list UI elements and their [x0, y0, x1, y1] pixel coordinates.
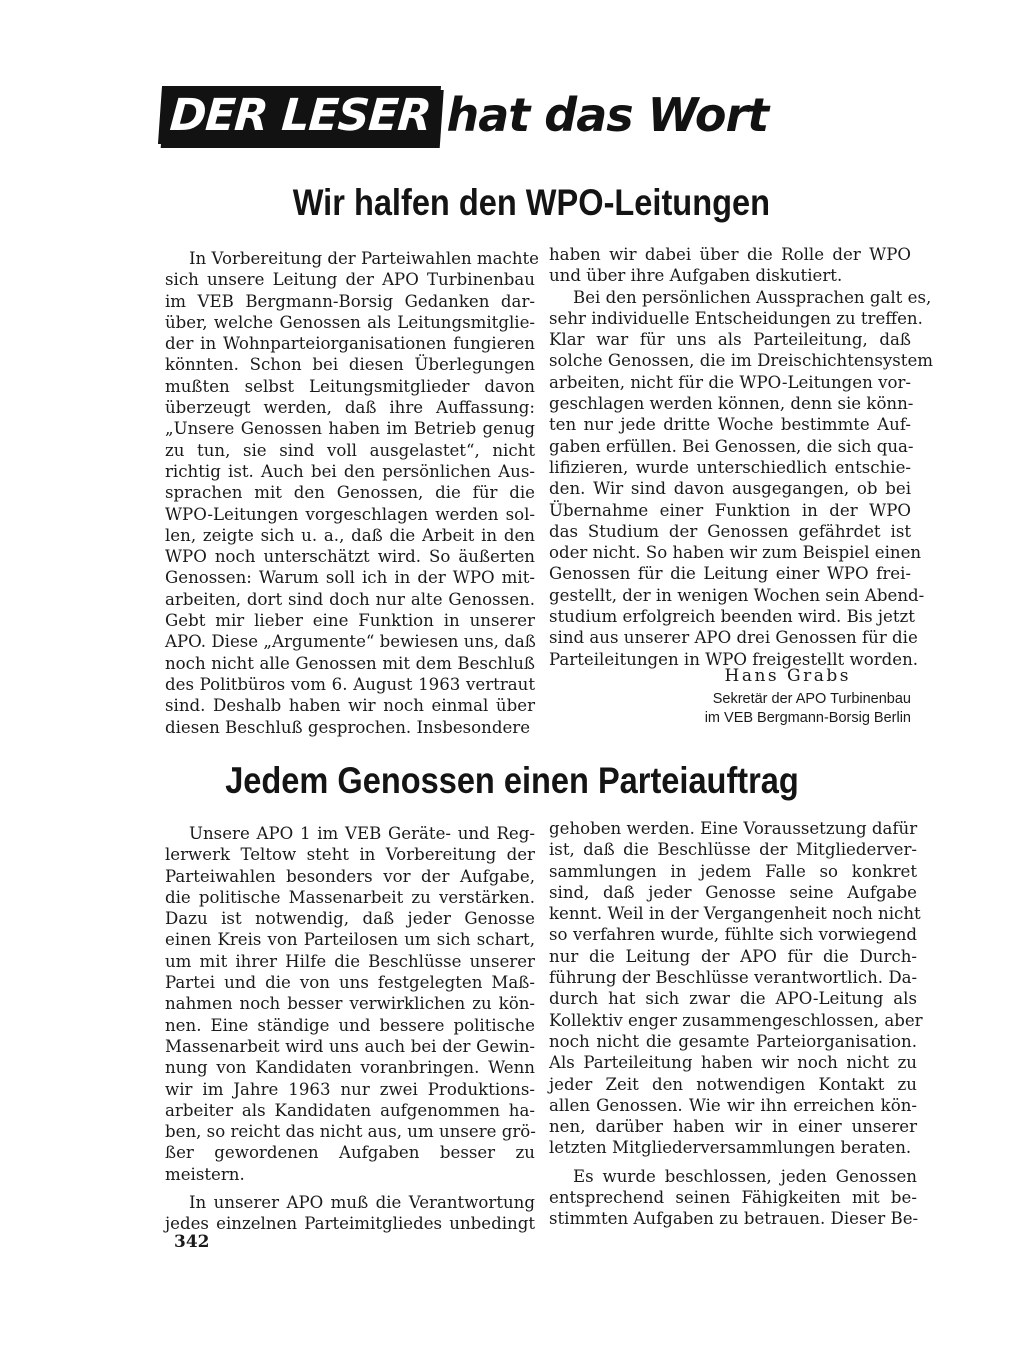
text-line: WPO noch unterschätzt wird. So äußerten — [165, 547, 535, 567]
text-line: Übernahme einer Funktion in der WPO — [549, 500, 911, 520]
text-line: Genossen für die Leitung einer WPO frei- — [549, 564, 911, 584]
text-line: solche Genossen, die im Dreischichtensystem — [549, 351, 934, 371]
article1-signature — [549, 664, 911, 726]
text-line: mußten selbst Leitungsmitglieder davon — [165, 376, 535, 396]
text-line: nur die Leitung der APO für die Durch- — [549, 946, 917, 966]
text-line: das Studium der Genossen gefährdet ist — [549, 521, 911, 541]
text-line: Dazu ist notwendig, daß jeder Genosse — [165, 909, 535, 929]
text-line: des Politbüros vom 6. August 1963 vertraut — [165, 674, 535, 694]
text-line: durch hat sich zwar die APO-Leitung als — [549, 989, 917, 1009]
text-line: In Vorbereitung der Parteiwahlen machte — [189, 249, 539, 268]
text-line: Unsere APO 1 im VEB Geräte- und Reg- — [189, 824, 535, 843]
text-line: meistern. — [165, 1164, 245, 1184]
text-line: entsprechend seinen Fähigkeiten mit be- — [549, 1188, 917, 1208]
author-role-line-2: im VEB Bergmann-Borsig Berlin — [704, 710, 911, 726]
text-line: der in Wohnparteiorganisationen fungieren — [165, 334, 535, 354]
text-line: Parteiwahlen besonders vor der Aufgabe, — [165, 866, 535, 886]
text-line: arbeiter als Kandidaten aufgenommen ha- — [165, 1100, 535, 1120]
text-line: gaben erfüllen. Bei Genossen, die sich qua- — [549, 436, 914, 456]
text-line: um mit ihrer Hilfe die Beschlüsse unserer — [165, 951, 535, 971]
text-line: einen Kreis von Parteilosen um sich schart, — [165, 930, 535, 950]
masthead-boxed-title: DER LESER — [158, 86, 441, 144]
article1-title: Wir halfen den WPO-Leitungen — [292, 182, 770, 223]
text-line: sind, daß jeder Genosse seine Aufgabe — [549, 882, 917, 902]
text-line: Kollektiv enger zusammengeschlossen, aber — [549, 1010, 923, 1030]
text-line: Gebt mir lieber eine Funktion in unserer — [165, 611, 535, 631]
text-line: könnten. Schon bei diesen Überlegungen — [165, 355, 535, 375]
text-line: sprachen mit den Genossen, die für die — [165, 483, 535, 503]
text-line: führung der Beschlüsse verantwortlich. Da- — [549, 968, 918, 988]
text-line: im VEB Bergmann-Borsig Gedanken dar- — [165, 291, 535, 311]
masthead-subtitle: hat das Wort — [446, 88, 769, 142]
text-line: ben, so reicht das nicht aus, um unsere grö- — [165, 1122, 536, 1142]
text-line: noch nicht alle Genossen mit dem Beschluß — [165, 653, 535, 673]
article1-col2-paragraph-a — [549, 244, 911, 287]
text-line: arbeiten, nicht für die WPO-Leitungen vor- — [549, 372, 911, 392]
text-line: gehoben werden. Eine Voraussetzung dafür — [549, 819, 918, 838]
text-line: wir im Jahre 1963 nur zwei Produktions- — [165, 1079, 535, 1099]
text-line: lifizieren, wurde unterschiedlich entschie- — [549, 457, 911, 477]
text-line: ten nur jede dritte Woche bestimmte Auf- — [549, 415, 911, 435]
text-line: nung von Kandidaten voranbringen. Wenn — [165, 1058, 535, 1078]
article1-column-1 — [165, 248, 539, 738]
text-line: sammlungen in jedem Falle so konkret — [549, 861, 917, 881]
author-role-line-1: Sekretär der APO Turbinenbau — [712, 691, 911, 707]
text-line: und über ihre Aufgaben diskutiert. — [549, 266, 843, 286]
article2-col1-paragraph-b — [165, 1192, 535, 1235]
text-line: WPO-Leitungen vorgeschlagen werden sol- — [165, 504, 535, 524]
masthead — [160, 82, 768, 148]
text-line: die politische Massenarbeit zu verstärken. — [165, 887, 535, 907]
text-line: Partei und die von uns festgelegten Maß- — [165, 973, 535, 993]
text-line: sind aus unserer APO drei Genossen für die — [549, 628, 918, 648]
text-line: nen. Eine ständige und bessere politische — [165, 1015, 535, 1035]
text-line: jeder Zeit den notwendigen Kontakt zu — [549, 1074, 917, 1094]
text-line: kennt. Weil in der Vergangenheit noch nicht — [549, 904, 921, 924]
text-line: über, welche Genossen als Leitungsmitglie- — [165, 312, 535, 332]
text-line: noch nicht die gesamte Parteiorganisation. — [549, 1031, 917, 1051]
text-line: haben wir dabei über die Rolle der WPO — [549, 245, 911, 264]
article1-column-2 — [549, 244, 934, 670]
article2-column-2 — [549, 818, 923, 1230]
text-line: nahmen noch besser verwirklichen zu kön- — [165, 994, 535, 1014]
text-line: arbeiten, dort sind doch nur alte Genossen. — [165, 589, 535, 609]
text-line: Es wurde beschlossen, jeden Genossen — [573, 1166, 917, 1186]
text-line: nen, darüber haben wir in einer unserer — [549, 1117, 917, 1137]
article1-col1-paragraph — [165, 248, 539, 738]
text-line: allen Genossen. Wie wir ihn erreichen kön- — [549, 1095, 917, 1115]
author-name: Hans Grabs — [724, 666, 851, 686]
text-line: sich unsere Leitung der APO Turbinenbau — [165, 270, 535, 290]
article2-title: Jedem Genossen einen Parteiauftrag — [225, 760, 799, 801]
text-line: letzten Mitgliederversammlungen beraten. — [549, 1138, 912, 1158]
text-line: In unserer APO muß die Verantwortung — [189, 1193, 535, 1213]
page-number: 342 — [174, 1232, 210, 1252]
text-line: geschlagen werden können, denn sie könn- — [549, 394, 914, 414]
text-line: richtig ist. Auch bei den persönlichen Aus- — [165, 461, 535, 481]
text-line: Parteileitungen in WPO freigestellt worden. — [549, 649, 919, 669]
text-line: stimmten Aufgaben zu betrauen. Dieser Be- — [549, 1209, 919, 1229]
article2-col2-paragraph-a — [549, 818, 923, 1159]
text-line: sind. Deshalb haben wir noch einmal über — [165, 696, 535, 716]
text-line: den. Wir sind davon ausgegangen, ob bei — [549, 479, 911, 499]
text-line: len, zeigte sich u. a., daß die Arbeit in den — [165, 525, 535, 545]
article2-col1-paragraph-a — [165, 823, 535, 1185]
article1-col2-paragraph-b — [549, 287, 934, 670]
text-line: sehr individuelle Entscheidungen zu treffen. — [549, 308, 923, 328]
text-line: gestellt, der in wenigen Wochen sein Abend- — [549, 585, 925, 605]
text-line: Bei den persönlichen Aussprachen galt es, — [573, 287, 932, 307]
text-line: jedes einzelnen Parteimitgliedes unbedingt — [165, 1214, 535, 1234]
text-line: studium erfolgreich beenden wird. Bis jetzt — [549, 607, 915, 627]
text-line: zu tun, sie sind voll ausgelastet“, nicht — [165, 440, 535, 460]
text-line: Massenarbeit wird uns auch bei der Gewin- — [165, 1036, 535, 1056]
text-line: oder nicht. So haben wir zum Beispiel einen — [549, 543, 922, 563]
text-line: diesen Beschluß gesprochen. Insbesondere — [165, 717, 531, 737]
text-line: Genossen: Warum soll ich in der WPO mit- — [165, 568, 535, 588]
text-line: „Unsere Genossen haben im Betrieb genug — [165, 419, 535, 439]
text-line: ist, daß die Beschlüsse der Mitgliederver- — [549, 840, 917, 860]
text-line: APO. Diese „Argumente“ bewiesen uns, daß — [165, 632, 536, 652]
text-line: überzeugt werden, daß ihre Auffassung: — [165, 398, 535, 418]
text-line: Klar war für uns als Parteileitung, daß — [549, 330, 911, 350]
text-line: lerwerk Teltow steht in Vorbereitung der — [165, 845, 535, 865]
article2-column-1 — [165, 823, 535, 1235]
text-line: so verfahren wurde, fühlte sich vorwiegend — [549, 925, 917, 945]
text-line: Als Parteileitung haben wir noch nicht zu — [549, 1053, 917, 1073]
text-line: ßer gewordenen Aufgaben besser zu — [165, 1143, 535, 1163]
article2-col2-paragraph-b — [549, 1166, 917, 1230]
